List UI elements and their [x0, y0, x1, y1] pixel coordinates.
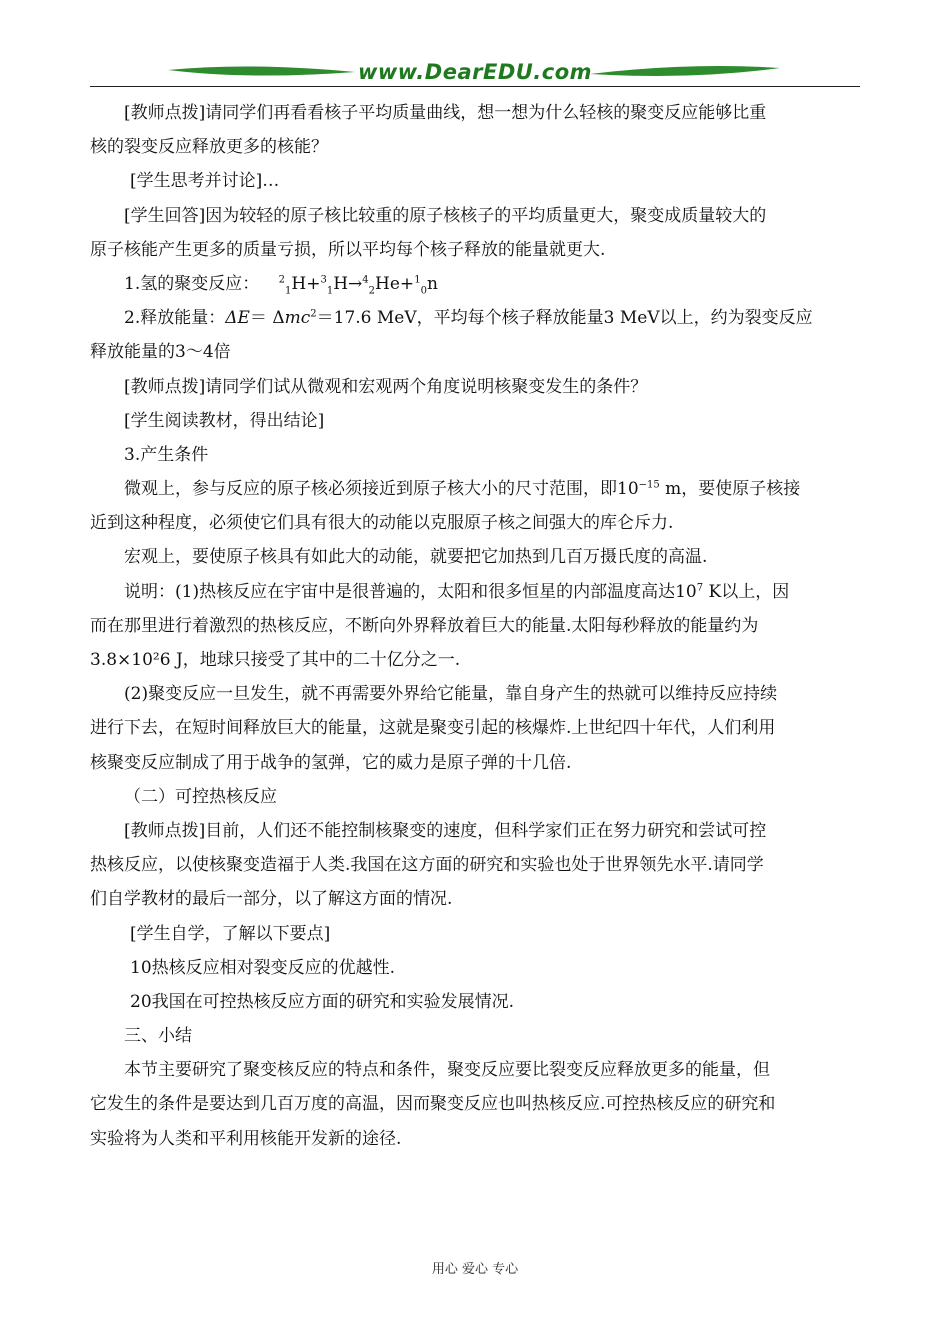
paragraph-line: [教师点拨]请同学们试从微观和宏观两个角度说明核聚变发生的条件？: [124, 376, 648, 397]
paragraph-line: 本节主要研究了聚变核反应的特点和条件，聚变反应要比裂变反应释放更多的能量，但: [124, 1060, 770, 1081]
energy-release-line: 2.释放能量：ΔE＝ Δmc$^2$＝17.6 MeV，平均每个核子释放能量3 MeV以上，约为裂变反应: [124, 308, 813, 329]
section-heading: 三、小结: [124, 1026, 192, 1047]
fusion-equation-line: [90, 267, 860, 301]
paragraph-line: [教师点拨]目前，人们还不能控制核聚变的速度，但科学家们正在努力研究和尝试可控: [124, 820, 767, 841]
paragraph-line: (2)聚变反应一旦发生，就不再需要外界给它能量，靠自身产生的热就可以维持反应持续: [124, 684, 778, 705]
paragraph-line: 释放能量的3～4倍: [90, 342, 231, 363]
paragraph-line: 核聚变反应制成了用于战争的氢弹，它的威力是原子弹的十几倍.: [90, 752, 572, 773]
paragraph-line: [教师点拨]请同学们再看看核子平均质量曲线，想一想为什么轻核的聚变反应能够比重: [124, 103, 767, 123]
paragraph-line: [学生自学，了解以下要点]: [130, 923, 331, 944]
site-url: www.DearEDU.com: [357, 60, 593, 84]
section-heading: 3.产生条件: [124, 444, 209, 465]
page-footer: 用心 爱心 专心: [431, 1262, 519, 1277]
list-item: 10热核反应相对裂变反应的优越性.: [130, 957, 396, 978]
equation-label: 1.氢的聚变反应：: [124, 273, 260, 294]
paragraph-line: 原子核能产生更多的质量亏损，所以平均每个核子释放的能量就更大.: [90, 239, 606, 260]
paragraph-line: 而在那里进行着激烈的热核反应，不断向外界释放着巨大的能量.太阳每秒释放的能量约为: [90, 615, 759, 636]
micro-condition-line: 微观上，参与反应的原子核必须接近到原子核大小的尺寸范围，即$10^{-15}$ m，要使原子核接: [124, 479, 801, 500]
paragraph-line: [学生思考并讨论]…: [130, 171, 280, 192]
document-body: [90, 96, 860, 1156]
paragraph-line: 3.8×10²6 J，地球只接受了其中的二十亿分之一.: [90, 650, 461, 670]
paragraph-line: [学生阅读教材，得出结论]: [124, 410, 325, 431]
fusion-equation: $^2_1$H+$^3_1$H→$^4_2$He+$^1_0$n: [278, 273, 438, 297]
paragraph-line: [学生回答]因为较轻的原子核比较重的原子核核子的平均质量更大，聚变成质量较大的: [124, 205, 767, 226]
header-rule: [90, 86, 860, 87]
paragraph-line: 进行下去，在短时间释放巨大的能量，这就是聚变引起的核爆炸.上世纪四十年代，人们利用: [90, 718, 776, 739]
paragraph-line: 实验将为人类和平利用核能开发新的途径.: [90, 1128, 402, 1149]
paragraph-line: 近到这种程度，必须使它们具有很大的动能以克服原子核之间强大的库仑斥力.: [90, 513, 674, 534]
list-item: 20我国在可控热核反应方面的研究和实验发展情况.: [130, 991, 515, 1012]
paragraph-line: 它发生的条件是要达到几百万度的高温，因而聚变反应也叫热核反应.可控热核反应的研究和: [90, 1094, 776, 1115]
paragraph-line: 们自学教材的最后一部分，以了解这方面的情况.: [90, 889, 453, 910]
paragraph-line: 热核反应，以使核聚变造福于人类.我国在这方面的研究和实验也处于世界领先水平.请同学: [90, 855, 764, 876]
note-line: 说明：(1)热核反应在宇宙中是很普遍的，太阳和很多恒星的内部温度高达$10^7$ K以上，因: [124, 581, 790, 602]
section-heading: （二）可控热核反应: [124, 786, 277, 807]
paragraph-line: 核的裂变反应释放更多的核能？: [90, 137, 328, 158]
paragraph-line: 宏观上，要使原子核具有如此大的动能，就要把它加热到几百万摄氏度的高温.: [124, 547, 708, 568]
